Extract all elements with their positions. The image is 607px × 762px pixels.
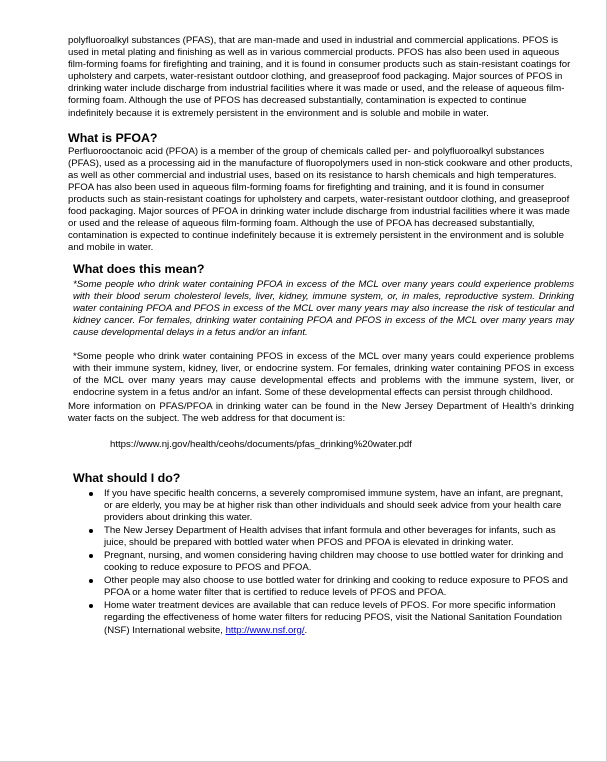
bullet-icon xyxy=(89,579,93,583)
advice-item xyxy=(68,600,574,636)
nsf-website-link[interactable]: http://www.nsf.org/ xyxy=(225,624,305,636)
advice-text: Home water treatment devices are available that can reduce levels of PFOS. For more specific information regarding the effectiveness of home water filters for reducing PFOS, visit the National Sanitation Foundation (NSF) International website, xyxy=(104,600,562,636)
pfoa-health-effects: *Some people who drink water containing PFOA in excess of the MCL over many years could experience problems with their blood serum cholesterol levels, liver, kidney, immune system, or, in males, reproductive system. Drinking water containing PFOA and PFOS in excess of the MCL over many years may also increase the risk of testicular and kidney cancer. For females, drinking water containing PFOA and PFOS in excess of the MCL over many years may cause developmental delays in a fetus and/or an infant. xyxy=(73,278,574,338)
what-is-pfoa-heading: What is PFOA? xyxy=(68,130,158,145)
pfoa-description: Perfluorooctanoic acid (PFOA) is a member of the group of chemicals called per- and polyfluoroalkyl substances (PFAS), used as a processing aid in the manufacture of fluoropolymers used in non-stick cookware and other products, as well as other commercial and industrial uses, based on its resistance to harsh chemicals and high temperatures. PFOA has also been used in aqueous film-forming foams for firefighting and training, and it is found in consumer products such as stain-resistant coatings for upholstery and carpets, water-resistant outdoor clothing, and greaseproof food packaging. Major sources of PFOA in drinking water include discharge from industrial facilities where it was made or used and the release of aqueous film-forming foam. Although the use of PFOA has decreased substantially, contamination is expected to continue indefinitely because it is extremely persistent in the environment and is soluble and mobile in water. xyxy=(68,145,573,254)
advice-text: Other people may also choose to use bottled water for drinking and cooking to reduce exposure to PFOS and PFOA or a home water filter that is certified to reduce levels of PFOS and PFOA. xyxy=(104,575,568,599)
advice-text: If you have specific health concerns, a severely compromised immune system, have an infant, are pregnant, or are elderly, you may be at higher risk than other individuals and should seek advice from your health care providers about drinking this water. xyxy=(104,487,564,523)
bullet-icon xyxy=(89,529,93,533)
what-does-this-mean-heading: What does this mean? xyxy=(73,261,205,276)
advice-text: The New Jersey Department of Health advises that infant formula and other beverages for infants, such as juice, should be prepared with bottled water when PFOS and PFOA is elevated in drinking water. xyxy=(104,524,556,548)
nj-doh-url: https://www.nj.gov/health/ceohs/documents/pfas_drinking%20water.pdf xyxy=(110,438,412,450)
advice-item xyxy=(68,525,574,549)
what-should-i-do-heading: What should I do? xyxy=(73,470,181,485)
bullet-icon xyxy=(89,554,93,558)
advice-list xyxy=(68,488,574,637)
advice-item xyxy=(68,575,574,599)
advice-text-end: . xyxy=(304,624,308,636)
advice-item xyxy=(68,488,574,524)
advice-item xyxy=(68,550,574,574)
document-content xyxy=(68,35,574,638)
pfos-health-effects: *Some people who drink water containing PFOS in excess of the MCL over many years could experience problems with their immune system, kidney, liver, or endocrine system. For females, drinking water containing PFOS in excess of the MCL over many years may cause developmental effects and problems with the immune system, liver, or endocrine system in a fetus and/or an infant. Some of these developmental effects can persist through childhood. xyxy=(73,350,574,399)
intro-paragraph: polyfluoroalkyl substances (PFAS), that are man-made and used in industrial and commercial applications. PFOS is used in metal plating and finishing as well as in various commercial products. PFOS has also been used in aqueous film-forming foams for firefighting and training, and it is found in consumer products such as stain-resistant coatings for upholstery and carpets, water-resistant outdoor clothing, and greaseproof food packaging. Major sources of PFOS in drinking water include discharge from industrial facilities where it was made or used, and the release of aqueous film-forming foam. Although the use of PFOS has decreased substantially, contamination is expected to continue indefinitely because it is extremely persistent in the environment and is soluble and mobile in water. xyxy=(68,35,571,119)
more-info-paragraph: More information on PFAS/PFOA in drinking water can be found in the New Jersey Department of Health's drinking water facts on the subject. The web address for that document is: xyxy=(68,401,574,425)
advice-text: Pregnant, nursing, and women considering having children may choose to use bottled water for drinking and cooking to reduce exposure to PFOS and PFOA. xyxy=(104,550,564,574)
bullet-icon xyxy=(89,604,93,608)
bullet-icon xyxy=(89,492,93,496)
